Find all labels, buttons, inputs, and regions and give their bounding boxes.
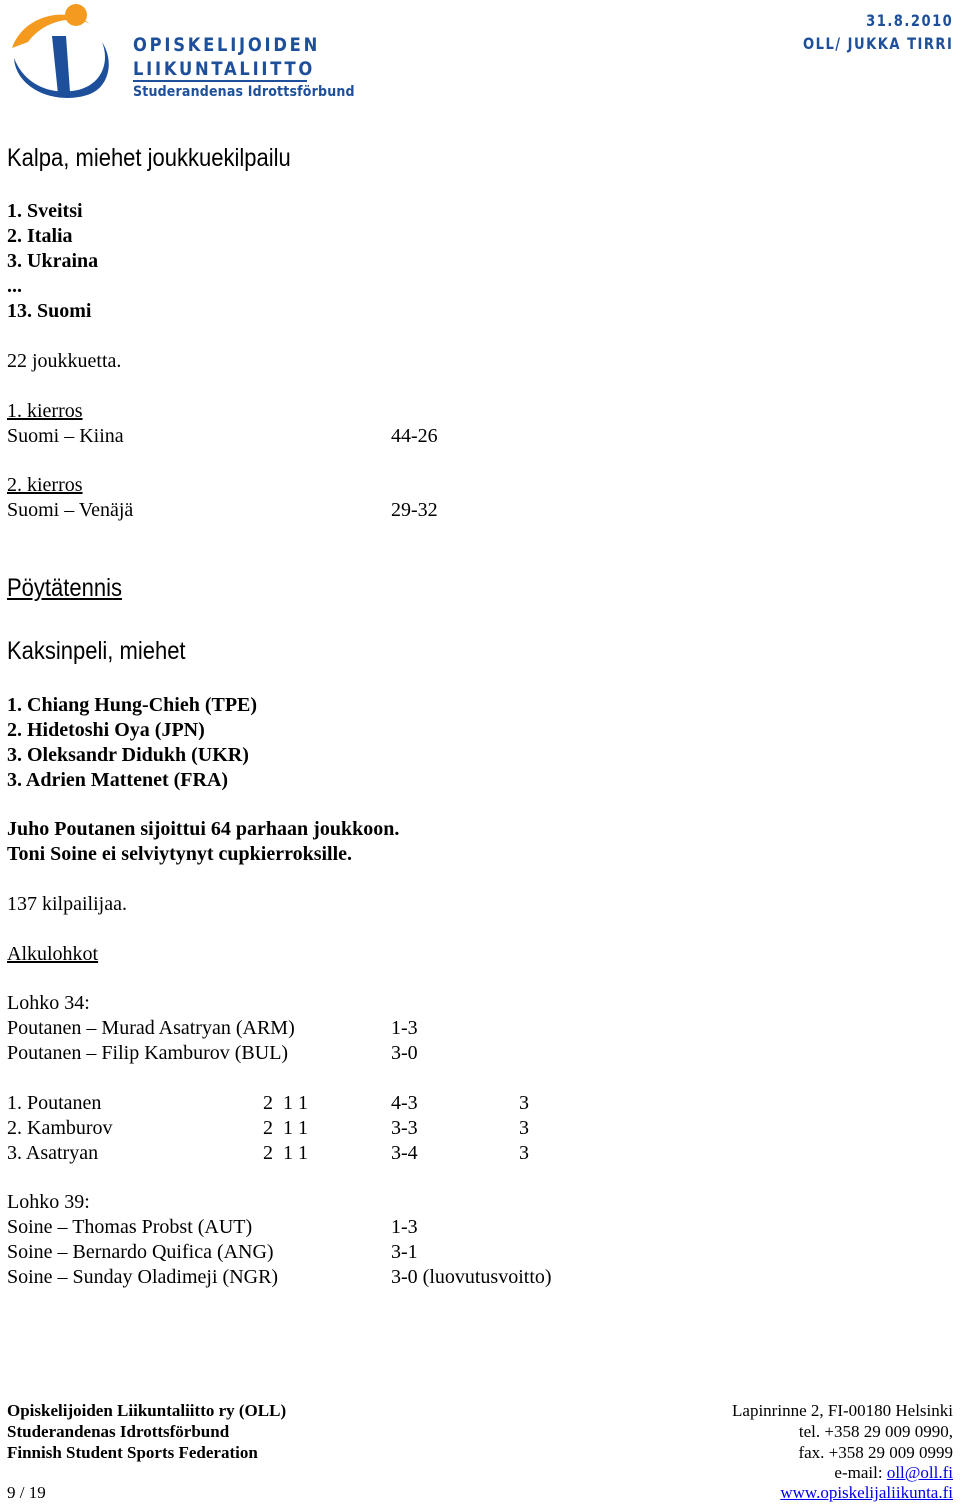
group34-standing-1-points: 3 — [519, 1092, 529, 1114]
group34-standing-2-name: 2. Kamburov — [7, 1117, 113, 1139]
fencing-round-2-match: Suomi – Venäjä — [7, 499, 134, 521]
group34-standing-2-sets: 3-3 — [391, 1117, 418, 1139]
tt-note-poutanen: Juho Poutanen sijoittui 64 parhaan joukkoon. — [7, 818, 400, 840]
group34-standing-2-record: 2 1 1 — [263, 1117, 308, 1139]
group39-match-1: Soine – Thomas Probst (AUT) — [7, 1216, 253, 1238]
group39-score-1: 1-3 — [391, 1216, 418, 1238]
group39-label: Lohko 39: — [7, 1191, 90, 1213]
page-number: 9 / 19 — [7, 1483, 46, 1502]
group34-standing-2-points: 3 — [519, 1117, 529, 1139]
header-author: OLL/ JUKKA TIRRI — [802, 34, 953, 53]
section-title-table-tennis: Pöytätennis — [7, 574, 122, 602]
group34-match-2: Poutanen – Filip Kamburov (BUL) — [7, 1042, 289, 1064]
fencing-result-1: 1. Sveitsi — [7, 200, 83, 222]
fencing-round-1-score: 44-26 — [391, 425, 438, 447]
group34-score-1: 1-3 — [391, 1017, 418, 1039]
header-date: 31.8.2010 — [865, 11, 953, 30]
group34-standing-3-sets: 3-4 — [391, 1142, 418, 1164]
tt-note-soine: Toni Soine ei selviytynyt cupkierroksille. — [7, 843, 353, 865]
fencing-team-count: 22 joukkuetta. — [7, 350, 122, 372]
footer-tel: tel. +358 29 009 0990, — [798, 1422, 953, 1441]
fencing-round-1-label: 1. kierros — [7, 400, 83, 422]
footer-address: Lapinrinne 2, FI-00180 Helsinki — [732, 1401, 953, 1420]
group34-standing-1-sets: 4-3 — [391, 1092, 418, 1114]
footer-fax: fax. +358 29 009 0999 — [798, 1443, 953, 1462]
group34-match-1: Poutanen – Murad Asatryan (ARM) — [7, 1017, 295, 1039]
logo-blue-stroke — [52, 36, 70, 94]
footer-org-name-sv: Studerandenas Idrottsförbund — [7, 1422, 230, 1441]
tt-result-3a: 3. Oleksandr Didukh (UKR) — [7, 744, 249, 766]
fencing-round-2-label: 2. kierros — [7, 474, 83, 496]
group39-match-2: Soine – Bernardo Quifica (ANG) — [7, 1241, 274, 1263]
tt-groups-heading: Alkulohkot — [7, 943, 99, 965]
group34-standing-3-record: 2 1 1 — [263, 1142, 308, 1164]
footer-email-label: e-mail: — [834, 1463, 887, 1482]
group34-standing-1-record: 2 1 1 — [263, 1092, 308, 1114]
tt-result-1: 1. Chiang Hung-Chieh (TPE) — [7, 694, 258, 716]
org-name-line2: LIIKUNTALIITTO — [133, 58, 316, 80]
tt-result-2: 2. Hidetoshi Oya (JPN) — [7, 719, 205, 741]
tt-participants: 137 kilpailijaa. — [7, 893, 127, 915]
group34-label: Lohko 34: — [7, 992, 90, 1014]
fencing-result-ellipsis: ... — [7, 275, 22, 297]
org-name-line1: OPISKELIJOIDEN — [133, 34, 321, 56]
fencing-result-2: 2. Italia — [7, 225, 73, 247]
org-name-divider — [133, 80, 307, 82]
footer-org-name-fi: Opiskelijoiden Liikuntaliitto ry (OLL) — [7, 1401, 287, 1420]
fencing-round-2-score: 29-32 — [391, 499, 438, 521]
fencing-result-finland: 13. Suomi — [7, 300, 92, 322]
group39-score-3: 3-0 (luovutusvoitto) — [391, 1266, 552, 1288]
section-title-fencing: Kalpa, miehet joukkuekilpailu — [7, 144, 291, 172]
group34-standing-1-name: 1. Poutanen — [7, 1092, 102, 1114]
footer-website-link[interactable]: www.opiskelijaliikunta.fi — [780, 1483, 953, 1502]
org-name-line3: Studerandenas Idrottsförbund — [133, 84, 355, 100]
group34-standing-3-name: 3. Asatryan — [7, 1142, 99, 1164]
logo-orange-dot — [65, 4, 87, 26]
group34-score-2: 3-0 — [391, 1042, 418, 1064]
group39-score-2: 3-1 — [391, 1241, 418, 1263]
tt-result-3b: 3. Adrien Mattenet (FRA) — [7, 769, 229, 791]
footer-email-link[interactable]: oll@oll.fi — [886, 1463, 953, 1482]
group39-match-3: Soine – Sunday Oladimeji (NGR) — [7, 1266, 279, 1288]
fencing-result-3: 3. Ukraina — [7, 250, 99, 272]
fencing-round-1-match: Suomi – Kiina — [7, 425, 124, 447]
footer-org-name-en: Finnish Student Sports Federation — [7, 1443, 258, 1462]
subsection-title-mens-singles: Kaksinpeli, miehet — [7, 637, 186, 665]
group34-standing-3-points: 3 — [519, 1142, 529, 1164]
footer-email-line — [834, 1462, 953, 1483]
